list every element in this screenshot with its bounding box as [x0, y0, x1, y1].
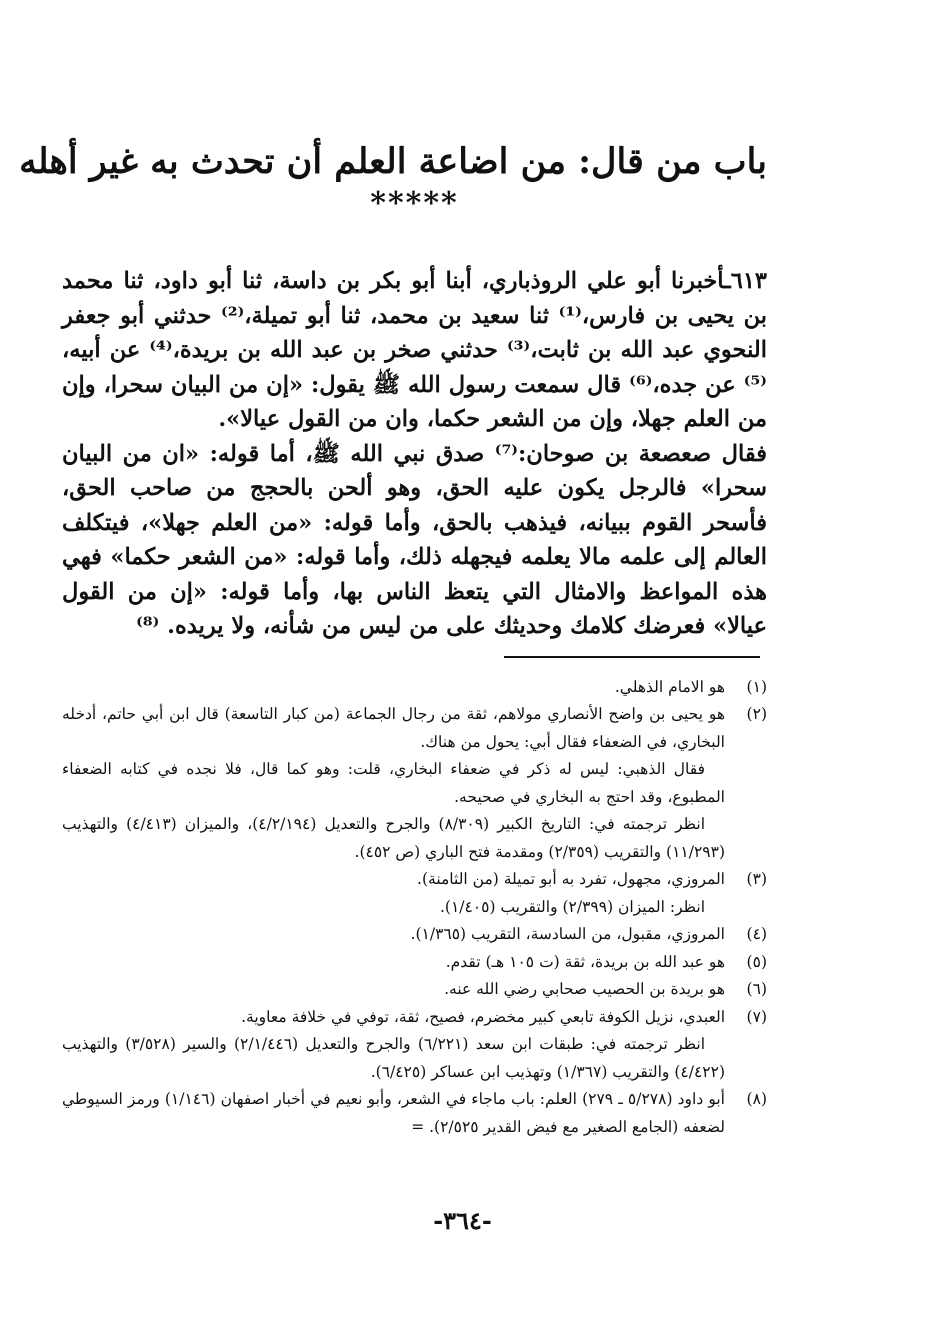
footnote-number: (٥): [746, 952, 767, 971]
footnote: [62, 949, 767, 977]
footnote-number: (٧): [746, 1007, 767, 1026]
hadith-paragraph: [62, 264, 767, 437]
chapter-title: باب من قال: من اضاعة العلم أن تحدث به غير أهله: [19, 141, 767, 182]
footnote: [62, 1086, 767, 1141]
footnote: [62, 976, 767, 1004]
footnote-text: العبدي، نزيل الكوفة تابعي كبير مخضرم، فصيح، ثقة، توفي في خلافة معاوية.: [241, 1007, 725, 1026]
footnotes: [62, 674, 767, 1142]
footnote-number: (٤): [746, 925, 767, 943]
footnote-continuation: انظر ترجمته في: طبقات ابن سعد (٦/٢٢١) والجرح والتعديل (٢/١/٤٤٦) والسير (٣/٥٢٨) والتهذيب (٤/٤٢٢) والتقريب (١/٣٦٧) وتهذيب ابن عساكر (٦/٤٢٥).: [62, 1035, 725, 1081]
footnote-text: هو الامام الذهلي.: [614, 677, 725, 696]
footnote-text: هو عبد الله بن بريدة، ثقة (ت ١٠٥ هـ) تقدم.: [445, 952, 725, 971]
footnote: [62, 866, 767, 894]
footnote-continuation: فقال الذهبي: ليس له ذكر في ضعفاء البخاري، قلت: وهو كما قال، فلا نجده في كتابه الضعفاء المطبوع، وقد احتج به البخاري في صحيحه.: [62, 760, 725, 806]
footnote-text: المروزي، مجهول، تفرد به أبو تميلة (من الثامنة).: [417, 870, 725, 888]
main-text: [62, 264, 767, 644]
page-body: [19, 140, 767, 1141]
footnote-separator-wrap: [62, 656, 767, 658]
footnote: [62, 1004, 767, 1032]
footnote-text: المروزي، مقبول، من السادسة، التقريب (١/٣٦٥).: [410, 925, 725, 943]
footnote-text: هو بريدة بن الحصيب صحابي رضي الله عنه.: [444, 980, 725, 998]
page-number: -٣٦٤-: [433, 1206, 492, 1235]
footnote: [62, 921, 767, 949]
footnote-separator: [504, 656, 760, 658]
footnote-number: (٢): [746, 705, 767, 723]
footnote-continuation: انظر ترجمته في: التاريخ الكبير (٨/٣٠٩) والجرح والتعديل (٤/٢/١٩٤)، والميزان (٤/٤١٣) والتهذيب (١١/٢٩٣) والتقريب (٢/٣٥٩) ومقدمة فتح الباري (ص ٤٥٢).: [62, 815, 725, 861]
footnote-continuation: انظر: الميزان (٢/٣٩٩) والتقريب (١/٤٠٥).: [439, 897, 705, 916]
chapter-ornament: *****: [370, 186, 459, 221]
hadith-number: ٦١٣ـ: [724, 268, 767, 294]
footnote-text: هو يحيى بن واضح الأنصاري مولاهم، ثقة من رجال الجماعة (من كبار التاسعة) قال ابن أبي حاتم، أدخله البخاري، في الضعفاء فقال أبي: يحول من هناك.: [62, 705, 725, 751]
footnote-number: (١): [746, 677, 767, 696]
hadith-text: أخبرنا أبو علي الروذباري، أبنا أبو بكر بن داسة، ثنا أبو داود، ثنا محمد بن يحيى بن فارس،⁽¹⁾ ثنا سعيد بن محمد، ثنا أبو تميلة،⁽²⁾ حدثني أبو جعفر النحوي عبد الله بن ثابت،⁽³⁾ حدثني صخر بن عبد الله بن بريدة،⁽⁴⁾ عن أبيه،⁽⁵⁾ عن جده،⁽⁶⁾ قال سمعت رسول الله ﷺ يقول: «إن من البيان سحرا، وإن من العلم جهلا، وإن من الشعر حكما، وان من القول عيالا».: [62, 268, 767, 432]
footnote-number: (٨): [746, 1090, 767, 1108]
footnote: [62, 674, 767, 702]
footnote-number: (٣): [746, 870, 767, 888]
commentary-paragraph: فقال صعصعة بن صوحان:⁽⁷⁾ صدق نبي الله ﷺ، أما قوله: «ان من البيان سحرا» فالرجل يكون عليه الحق، وهو ألحن بالحجج من صاحب الحق، فأسحر القوم ببيانه، فيذهب بالحق، وأما قوله: «من العلم جهلا»، فيتكلف العالم إلى علمه مالا يعلمه فيجهله ذلك، وأما قوله: «من الشعر حكما» فهي هذه المواعظ والامثال التي يتعظ الناس بها، وأما قوله: «إن من القول عيالا» فعرضك كلامك وحديثك على من ليس من شأنه، ولا يريده. ⁽⁸⁾: [62, 440, 767, 639]
footnote-text: أبو داود (٥/٢٧٨ ـ ٢٧٩) العلم: باب ماجاء في الشعر، وأبو نعيم في أخبار اصفهان (١/١٤٦) ورمز السيوطي لضعفه (الجامع الصغير مع فيض القدير ٢/٥٢٥). =: [62, 1090, 725, 1136]
footnote-number: (٦): [746, 980, 767, 998]
footnote: [62, 701, 767, 756]
